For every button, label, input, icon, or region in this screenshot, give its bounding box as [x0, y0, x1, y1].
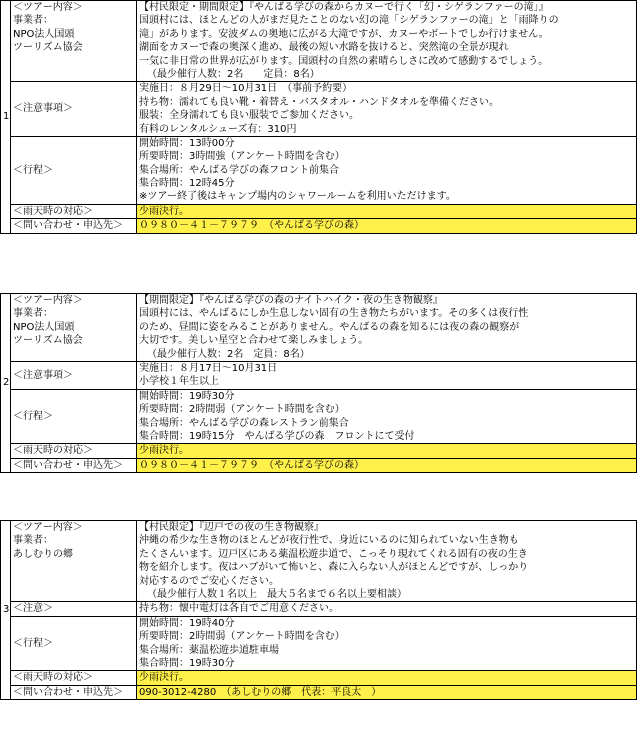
table-row: [1, 602, 637, 616]
tour-content-label-cell: [11, 1, 137, 82]
contact-label: ＜問い合わせ・申込先＞: [11, 219, 137, 233]
operator-line: ツーリズム協会: [13, 335, 83, 347]
contact-info: 090-3012-4280 （あしむりの郷 代表：平良太 ）: [137, 685, 637, 699]
table-row: [1, 616, 637, 671]
tour-content-cell: [137, 521, 637, 602]
rain-policy: 少雨決行。: [137, 204, 637, 218]
table-row: [1, 204, 637, 218]
description-line: たくさんいます。辺戸区にある薬温松遊歩道で、こっそり現れてくれる固有の夜の生き: [139, 548, 528, 560]
notes-cell: [137, 602, 637, 616]
rain-label: ＜雨天時の対応＞: [11, 204, 137, 218]
description-line: 物を紹介します。夜はハブがいて怖いと、森に入らない人がほとんどですが、しっかり: [139, 562, 529, 574]
notes-line: 持ち物：濡れても良い靴・着替え・バスタオル・ハンドタオルを準備ください。: [139, 96, 499, 108]
table-row: [1, 521, 637, 602]
notes-label: ＜注意＞: [11, 602, 137, 616]
tour-content-label-cell: [11, 294, 137, 362]
operator-line: ツーリズム協会: [13, 42, 83, 54]
schedule-line: ※ツアー終了後はキャンプ場内のシャワールームを利用いただけます。: [139, 191, 456, 203]
schedule-line: 集合時間：19時30分: [139, 657, 235, 669]
description-line: 沖縄の希少な生き物のほとんどが夜行性で、身近にいるのに知られていない生き物も: [139, 535, 519, 547]
notes-line: 有料のレンタルシューズ有：310円: [139, 123, 297, 135]
tour-title: 【村民限定・期間限定】『やんばる学びの森からカヌーで行く「幻・シゲランファーの滝」』: [139, 2, 549, 13]
table-row: [1, 389, 637, 444]
rain-policy: 少雨決行。: [137, 671, 637, 685]
description-line: 国頭村には、やんばるにしか生息しない固有の生き物たちがいます。その多くは夜行性: [139, 308, 529, 320]
notes-line: 持ち物：懐中電灯は各自でご用意ください。: [139, 603, 339, 615]
capacity: （最少催行人数：2名 定員：8名）: [147, 348, 310, 360]
tour-content-label: ＜ツアー内容＞: [13, 295, 83, 306]
contact-info: ０９８０－４１－７９７９ （やんばる学びの森）: [137, 219, 637, 233]
tour-title: 【期間限定】『やんばる学びの森のナイトハイク・夜の生き物観察』: [139, 295, 443, 306]
notes-line: 実施日：８月17日～10月31日: [139, 362, 278, 374]
schedule-cell: [137, 136, 637, 204]
schedule-label: ＜行程＞: [11, 389, 137, 444]
notes-label: ＜注意事項＞: [11, 82, 137, 137]
description-line: 大切です。美しい星空と合わせて楽しみましょう。: [139, 335, 369, 347]
table-row: [1, 294, 637, 362]
tour-content-cell: [137, 294, 637, 362]
rain-label: ＜雨天時の対応＞: [11, 444, 137, 458]
schedule-label: ＜行程＞: [11, 616, 137, 671]
notes-line: 実施日：８月29日～10月31日 （事前予約要）: [139, 83, 353, 95]
rain-label: ＜雨天時の対応＞: [11, 671, 137, 685]
table-row: [1, 444, 637, 458]
tour-number: 2: [1, 294, 11, 473]
schedule-line: 開始時間：13時00分: [139, 137, 235, 149]
description-line: のため、昼間に姿をみることがありません。やんばるの森を知るには夜の森の観察が: [139, 321, 520, 333]
operator-line: NPO法人国頭: [13, 28, 75, 40]
table-row: [1, 458, 637, 472]
tour-table-1: [0, 0, 637, 234]
tour-content-label: ＜ツアー内容＞: [13, 522, 83, 533]
schedule-line: 集合場所：やんばる学びの森レストラン前集合: [139, 417, 349, 429]
capacity: （最少催行人数１名以上 最大５名まで６名以上要相談）: [147, 588, 407, 600]
description-line: 滝」があります。安波ダムの奥地に広がる大滝ですが、カヌーやボートでしか行けません。: [139, 28, 549, 40]
table-row: [1, 136, 637, 204]
table-row: [1, 82, 637, 137]
notes-line: 小学校１年生以上: [139, 376, 219, 388]
operator-heading: 事業者：: [13, 15, 53, 27]
schedule-label: ＜行程＞: [11, 136, 137, 204]
operator-heading: 事業者：: [13, 535, 53, 547]
description-line: 国頭村には、ほとんどの人がまだ見たことのない幻の滝「シゲランファーの滝」と「雨降りの: [139, 15, 559, 27]
operator-line: NPO法人国頭: [13, 321, 75, 333]
notes-line: 服装：全身濡れても良い服装でご参加ください。: [139, 110, 359, 122]
tour-title: 【村民限定】『辺戸での夜の生き物観察』: [139, 522, 324, 533]
schedule-line: 集合時間：19時15分 やんばる学びの森 フロントにて受付: [139, 430, 415, 442]
table-row: [1, 361, 637, 389]
schedule-line: 集合場所：薬温松遊歩道駐車場: [139, 644, 279, 656]
schedule-line: 所要時間：2時間弱（アンケート時間を含む）: [139, 631, 345, 643]
schedule-line: 所要時間：2時間弱（アンケート時間を含む）: [139, 404, 345, 416]
table-row: [1, 219, 637, 233]
rain-policy: 少雨決行。: [137, 444, 637, 458]
schedule-line: 開始時間：19時30分: [139, 390, 235, 402]
schedule-cell: [137, 616, 637, 671]
notes-label: ＜注意事項＞: [11, 361, 137, 389]
description-line: 対応するのでご安心ください。: [139, 575, 279, 587]
tour-table-2: [0, 293, 637, 473]
schedule-line: 開始時間：19時40分: [139, 617, 235, 629]
tour-content-label: ＜ツアー内容＞: [13, 2, 83, 13]
description-line: 一気に非日常の世界が広がります。国頭村の自然の素晴らしさに改めて感動するでしょう。: [139, 55, 549, 67]
contact-label: ＜問い合わせ・申込先＞: [11, 685, 137, 699]
schedule-line: 集合時間：12時45分: [139, 178, 235, 190]
schedule-line: 集合場所：やんばる学びの森フロント前集合: [139, 164, 339, 176]
tour-content-cell: [137, 1, 637, 82]
capacity: （最少催行人数：2名 定員：8名）: [147, 68, 320, 80]
description-line: 湖面をカヌーで森の奥深く進め、最後の短い水路を抜けると、突然滝の全景が現れ: [139, 42, 509, 54]
table-row: [1, 1, 637, 82]
operator-line: あしむりの郷: [13, 548, 73, 560]
notes-cell: [137, 82, 637, 137]
tour-number: 1: [1, 1, 11, 234]
contact-label: ＜問い合わせ・申込先＞: [11, 458, 137, 472]
operator-heading: 事業者：: [13, 308, 53, 320]
contact-info: ０９８０－４１－７９７９ （やんばる学びの森）: [137, 458, 637, 472]
notes-cell: [137, 361, 637, 389]
schedule-cell: [137, 389, 637, 444]
table-row: [1, 685, 637, 699]
tour-table-3: [0, 520, 637, 700]
tour-number: 3: [1, 521, 11, 700]
tour-content-label-cell: [11, 521, 137, 602]
table-row: [1, 671, 637, 685]
schedule-line: 所要時間：3時間強（アンケート時間を含む）: [139, 151, 345, 163]
